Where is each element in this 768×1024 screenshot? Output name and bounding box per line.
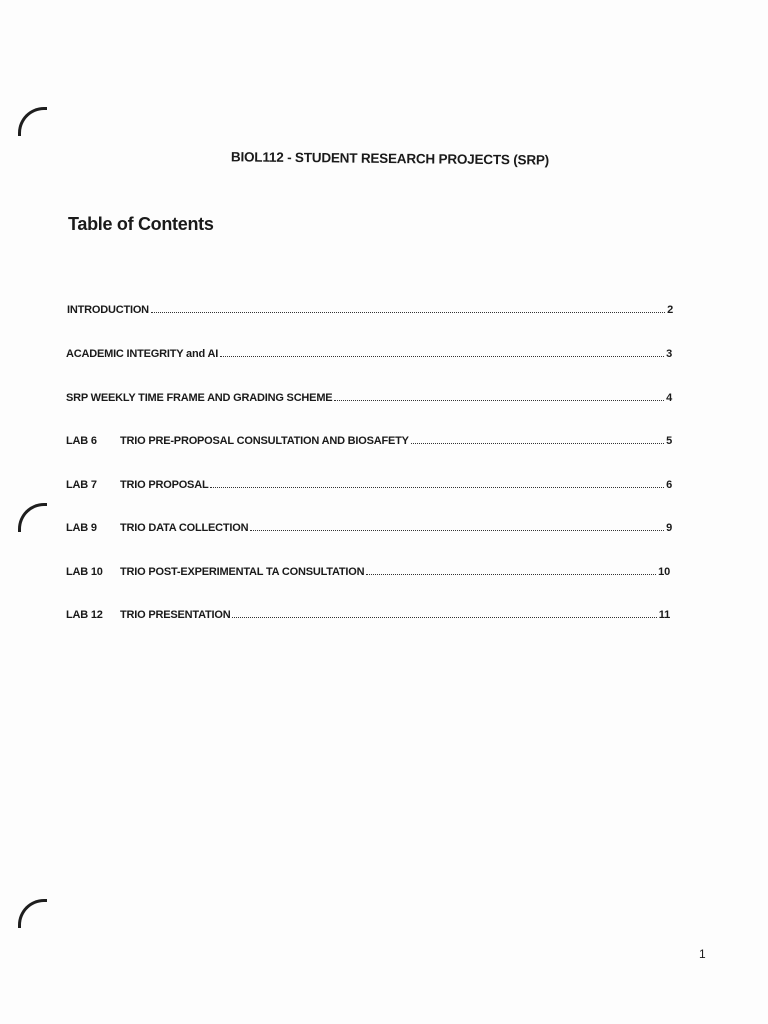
toc-entry-introduction[interactable] (67, 304, 673, 316)
page-number: 1 (699, 947, 706, 961)
binder-hole-icon (18, 503, 47, 532)
toc-entry-page: 6 (666, 479, 672, 491)
toc-entry-lab-6[interactable] (66, 435, 672, 447)
toc-entry-label: INTRODUCTION (67, 304, 149, 316)
toc-heading: Table of Contents (68, 214, 214, 234)
toc-entry-lab: LAB 12 (66, 609, 103, 621)
toc-entry-academic-integrity[interactable] (66, 348, 672, 360)
dot-leader (250, 529, 664, 531)
toc-entry-page: 11 (658, 609, 670, 621)
toc-entry-lab: LAB 6 (66, 435, 97, 447)
binder-hole-icon (18, 899, 47, 928)
dot-leader (220, 355, 664, 357)
toc-entry-lab-7[interactable] (66, 479, 672, 491)
toc-entry-label: TRIO PROPOSAL (120, 479, 209, 491)
toc-entry-label: TRIO PRE-PROPOSAL CONSULTATION AND BIOSAFETY (120, 435, 409, 447)
toc-entry-page: 4 (666, 392, 672, 404)
toc-entry-page: 2 (667, 304, 673, 316)
toc-entry-lab-12[interactable] (66, 609, 670, 621)
toc-entry-label: TRIO POST-EXPERIMENTAL TA CONSULTATION (120, 566, 365, 578)
toc-entry-label: ACADEMIC INTEGRITY and AI (66, 348, 219, 360)
toc-entry-lab: LAB 10 (66, 566, 103, 578)
toc-entry-lab-10[interactable] (66, 566, 670, 578)
toc-entry-weekly-time-frame[interactable] (66, 392, 672, 404)
dot-leader (366, 573, 656, 575)
toc-entry-label: TRIO PRESENTATION (120, 609, 231, 621)
toc-entry-page: 5 (666, 435, 672, 447)
dot-leader (334, 399, 664, 401)
dot-leader (232, 616, 656, 618)
toc-entry-lab: LAB 9 (66, 522, 97, 534)
toc-entry-label: SRP WEEKLY TIME FRAME AND GRADING SCHEME (66, 392, 333, 404)
toc-entry-label: TRIO DATA COLLECTION (120, 522, 249, 534)
toc-entry-page: 9 (666, 522, 672, 534)
binder-hole-icon (18, 107, 47, 136)
toc-entry-lab: LAB 7 (66, 479, 97, 491)
dot-leader (411, 442, 664, 444)
toc-entry-page: 3 (666, 348, 672, 360)
dot-leader (210, 486, 664, 488)
document-title: BIOL112 - STUDENT RESEARCH PROJECTS (SRP) (230, 149, 550, 168)
dot-leader (151, 311, 665, 313)
toc-entry-lab-9[interactable] (66, 522, 672, 534)
toc-entry-page: 10 (658, 566, 670, 578)
